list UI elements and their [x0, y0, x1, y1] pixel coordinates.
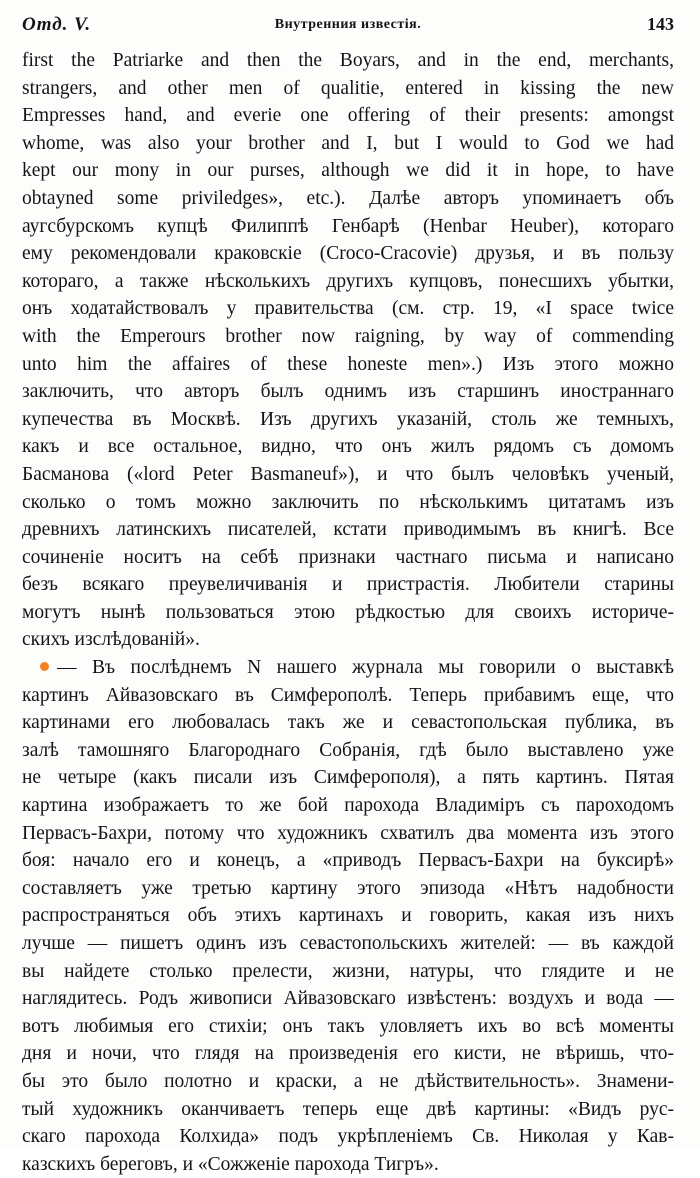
- text-line: скаго парохода Колхида» подъ укрѣпленіемъ Св. Николая у Кав-: [22, 1126, 674, 1148]
- text-line: безъ всякаго преувеличиванія и пристрастія. Любители старины: [22, 574, 674, 596]
- text-line: kept our mony in our purses, although we did it in hope, to have: [22, 160, 674, 182]
- text-line: strangers, and other men of qualitie, entered in kissing the new: [22, 77, 674, 99]
- page-number: 143: [647, 14, 674, 34]
- text-line: распространяться объ этихъ картинахъ и говорить, какая изъ нихъ: [22, 905, 674, 927]
- text-line: вы найдете столько прелести, жизни, натуры, что глядите и не: [22, 960, 674, 982]
- text-line-first: [22, 654, 674, 682]
- text-line: whome, was also your brother and I, but I would to God we had: [22, 132, 674, 154]
- text-line: лучше — пишетъ одинъ изъ севастопольскихъ жителей: — въ каждой: [22, 933, 674, 954]
- page-body: [22, 47, 674, 1178]
- orange-dot-marker: [40, 662, 49, 671]
- text-line: бы это было полотно и краски, а не дѣйствительность». Знамени-: [22, 1070, 674, 1092]
- text-line: купечества въ Москвѣ. Изъ другихъ указаній, столь же темныхъ,: [22, 408, 674, 430]
- text-line: сколько о томъ можно заключить по нѣсколькимъ цитатамъ изъ: [22, 491, 674, 513]
- text-line: не четыре (какъ писали изъ Симферополя), а пять картинъ. Пятая: [22, 767, 674, 789]
- running-header: [22, 14, 674, 38]
- text-line: боя: начало его и конецъ, а «приводъ Первасъ-Бахри на буксирѣ»: [22, 850, 674, 872]
- text-line: какъ и все остальное, видно, что онъ жилъ рядомъ съ домомъ: [22, 436, 674, 458]
- text-line: Басманова («lord Peter Basmaneuf»), и что былъ человѣкъ ученый,: [22, 463, 674, 485]
- text-line: with the Emperours brother now raigning, by way of commending: [22, 325, 674, 347]
- text-line: скихъ изслѣдованій».: [22, 629, 200, 651]
- text-line: вотъ любимыя его стихіи; онъ такъ уловляетъ ихъ во всѣ моменты: [22, 1015, 674, 1037]
- text-line: онъ ходатайствовалъ у правительства (см. стр. 19, «I space twice: [22, 298, 674, 320]
- text-line: ему рекомендовали краковскіе (Croco-Cracovie) друзья, и въ пользу: [22, 243, 674, 265]
- text-line: obtayned some priviledges», etc.). Далѣе авторъ упоминаетъ объ: [22, 187, 674, 209]
- text-line-content: — Въ послѣднемъ N нашего журнала мы говорили о выставкѣ: [57, 657, 674, 679]
- text-line: картинами его любовалась такъ же и севастопольская публика, въ: [22, 712, 674, 734]
- text-line: аугсбурскомъ купцѣ Филиппѣ Генбарѣ (Henbar Heuber), котораго: [22, 215, 674, 237]
- text-line: тый художникъ оканчиваетъ теперь еще двѣ картины: «Видъ рус-: [22, 1098, 674, 1120]
- text-line: залѣ тамошняго Благороднаго Собранія, гдѣ было выставлено уже: [22, 739, 674, 761]
- text-line: наглядитесь. Родъ живописи Айвазовскаго извѣстенъ: воздухъ и вода —: [22, 988, 674, 1010]
- text-line: картина изображаетъ то же бой парохода Владиміръ съ пароходомъ: [22, 795, 674, 817]
- section-label: Отд. V.: [22, 14, 92, 35]
- text-line: картинъ Айвазовскаго въ Симферополѣ. Теперь прибавимъ еще, что: [22, 684, 674, 706]
- text-line: Первасъ-Бахри, потому что художникъ схватилъ два момента изъ этого: [22, 822, 674, 844]
- text-line: казскихъ береговъ, и «Сожженіе парохода Тигръ».: [22, 1153, 439, 1175]
- paragraph-book-review-continued: [22, 47, 674, 654]
- text-line: могутъ нынѣ пользоваться этою рѣдкостью для своихъ историче-: [22, 601, 674, 623]
- text-line: древнихъ латинскихъ писателей, кстати приводимымъ въ книгѣ. Все: [22, 519, 674, 541]
- paragraph-aivazovsky-exhibition: [22, 654, 674, 1178]
- text-line: дня и ночи, что глядя на произведенія его кисти, не вѣришь, что-: [22, 1043, 674, 1065]
- text-line: заключить, что авторъ былъ однимъ изъ старшинъ иностраннаго: [22, 381, 674, 403]
- text-line: Empresses hand, and everie one offering of their presents: amongst: [22, 105, 674, 127]
- text-line: котораго, а также нѣсколькихъ другихъ купцовъ, понесшихъ убытки,: [22, 270, 674, 292]
- text-line: first the Patriarke and then the Boyars, and in the end, merchants,: [22, 50, 674, 71]
- text-line: unto him the affaires of these honeste men».) Изъ этого можно: [22, 353, 674, 375]
- text-line: составляетъ уже третью картину этого эпизода «Нѣтъ надобности: [22, 877, 674, 899]
- running-title: Внутренния известія.: [274, 17, 422, 32]
- text-line: сочиненіе носитъ на себѣ признаки частнаго письма и написано: [22, 546, 674, 568]
